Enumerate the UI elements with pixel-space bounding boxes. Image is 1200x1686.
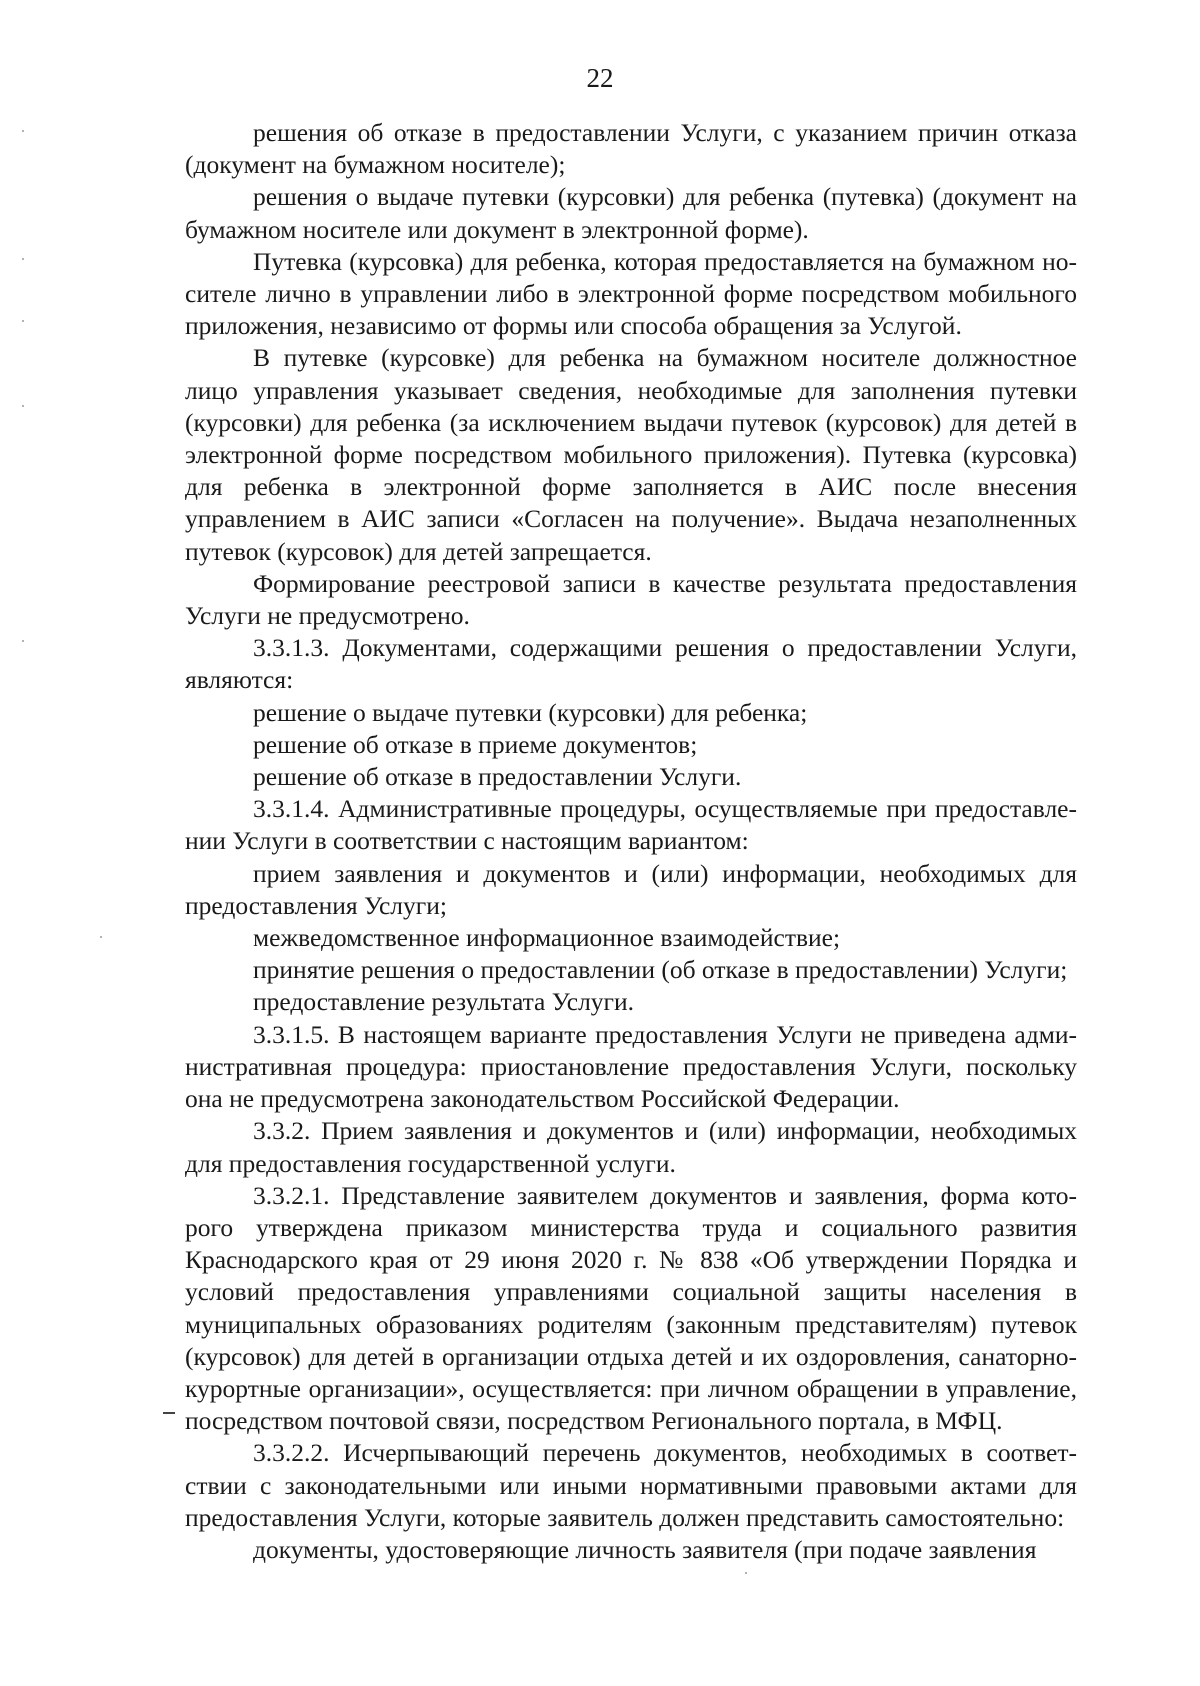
paragraph-3-3-1-5: 3.3.1.5. В настоящем варианте предоставления Услуги не приведена административная процедура: приостановление предоставления Услуги, поскольку она не предусмотрена законодательством Российской Федерации. xyxy=(185,1019,1077,1114)
document-body xyxy=(185,117,1077,1566)
paragraph-3-3-1-3: 3.3.1.3. Документами, содержащими решения о предоставлении Услуги, являются: xyxy=(185,633,1077,695)
paragraph-identity-documents: документы, удостоверяющие личность заявителя (при подаче заявления xyxy=(253,1534,1037,1564)
scan-speck xyxy=(745,1572,747,1574)
list-item-result: предоставление результата Услуги. xyxy=(253,987,635,1017)
list-item-voucher-issue: решение о выдаче путевки (курсовки) для ребенка; xyxy=(253,697,808,727)
list-item-interagency: межведомственное информационное взаимодействие; xyxy=(253,923,841,953)
page-number: 22 xyxy=(586,63,614,93)
paragraph-registry-record: Формирование реестровой записи в качестве результата предоставления Услуги не предусмотрено. xyxy=(185,568,1077,631)
scan-speck xyxy=(22,130,24,132)
paragraph-3-3-2-2: 3.3.2.2. Исчерпывающий перечень документов, необходимых в соответствии с законодательными или иными нормативными правовыми актами для предоставления Услуги, которые заявитель должен представить самостоятельно: xyxy=(185,1438,1077,1532)
paragraph-3-3-1-4: 3.3.1.4. Административные процедуры, осуществляемые при предоставлении Услуги в соответствии с настоящим вариантом: xyxy=(185,794,1077,856)
list-item-application-intake: прием заявления и документов и (или) информации, необходимых для предоставления Услуги; xyxy=(185,858,1077,920)
scan-speck xyxy=(22,405,24,407)
paragraph-3-3-2: 3.3.2. Прием заявления и документов и (или) информации, необходимых для предоставления государственной услуги. xyxy=(185,1116,1077,1178)
paragraph-3-3-2-1: 3.3.2.1. Представление заявителем документов и заявления, форма которого утверждена приказом министерства труда и социального развития Краснодарского края от 29 июня 2020 г. № 838 «Об утверждении Порядка и условий предоставления управлениями социальной защиты населения в муниципальных образованиях родителям (законным представителям) путевок (курсовок) для детей в организации отдыха детей и их оздоровления, санаторно-курортные организации», осуществляется: при личном обращении в управление, посредством почтовой связи, посредством Регионального портала, в МФЦ. xyxy=(185,1180,1077,1436)
paragraph-voucher-filling: В путевке (курсовке) для ребенка на бумажном носителе должностное лицо управления указывает сведения, необходимые для заполнения путевки (курсовки) для ребенка (за исключением выдачи путевок (курсовок) для детей в электронной форме посредством мобильного приложения). Путевка (курсовка) для ребенка в электронной форме заполняется в АИС после внесения управлением в АИС записи «Согласен на получение». Выдача незаполненных путевок (курсовок) для детей запрещается. xyxy=(185,343,1077,566)
list-item-service-refusal: решение об отказе в предоставлении Услуги. xyxy=(253,762,742,792)
margin-dash-mark xyxy=(163,1412,175,1414)
list-item-document-refusal: решение об отказе в приеме документов; xyxy=(253,729,698,759)
paragraph-voucher-format: Путевка (курсовка) для ребенка, которая предоставляется на бумажном носителе лично в управлении либо в электронной форме посредством мобильного приложения, независимо от формы или способа обращения за Услугой. xyxy=(185,246,1077,341)
scan-speck xyxy=(100,936,102,938)
list-item-decision: принятие решения о предоставлении (об отказе в предоставлении) Услуги; xyxy=(253,955,1068,985)
paragraph-voucher-decision: решения о выдаче путевки (курсовки) для ребенка (путевка) (документ на бумажном носителе или документ в электронной форме). xyxy=(185,182,1077,244)
scan-speck xyxy=(22,258,24,260)
paragraph-refusal-decision: решения об отказе в предоставлении Услуги, с указанием причин отказа (документ на бумажном носителе); xyxy=(185,118,1077,180)
scan-speck xyxy=(22,320,24,322)
scan-speck xyxy=(22,640,24,642)
